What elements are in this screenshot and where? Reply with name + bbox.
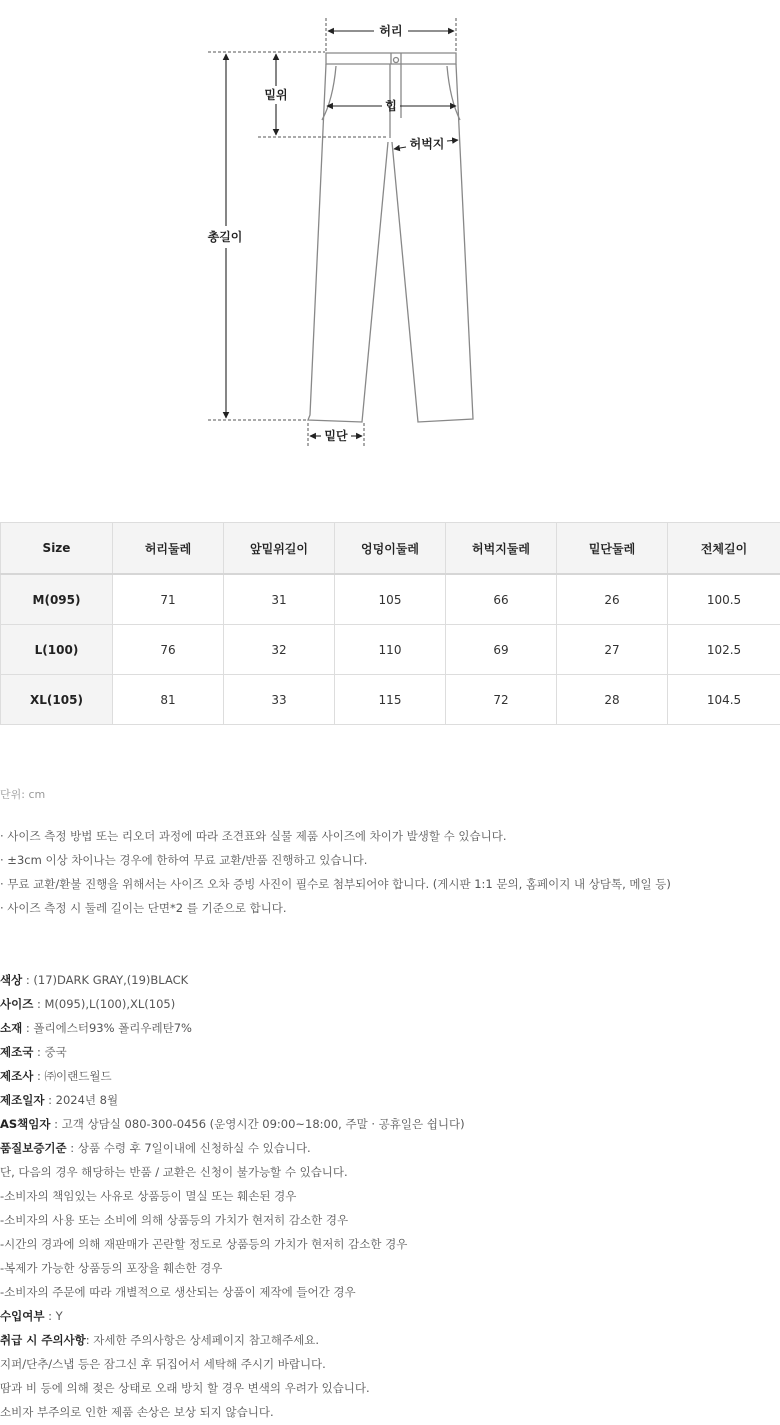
pants-measurement-diagram — [0, 0, 780, 470]
info-line-date: 제조일자 : 2024년 8월 — [0, 1093, 119, 1107]
info-line-care-detail: 소비자 부주의로 인한 제품 손상은 보상 되지 않습니다. — [0, 1405, 274, 1419]
waist-label: 허리 — [379, 24, 403, 38]
info-line-care: 취급 시 주의사항: 자세한 주의사항은 상세페이지 참고해주세요. — [0, 1333, 320, 1347]
header-waist: 허리둘레 — [113, 523, 224, 575]
table-row — [1, 574, 780, 625]
size-table-header-row — [1, 523, 780, 575]
value-cell: 27 — [557, 625, 668, 675]
header-size: Size — [1, 523, 113, 575]
table-row — [1, 625, 780, 675]
value-cell: 33 — [224, 675, 335, 725]
value-cell: 71 — [113, 574, 224, 625]
value-cell: 81 — [113, 675, 224, 725]
info-line-care-detail: 땀과 비 등에 의해 젖은 상태로 오래 방치 할 경우 변색의 우려가 있습니다. — [0, 1381, 370, 1395]
info-line-size: 사이즈 : M(095),L(100),XL(105) — [0, 997, 176, 1011]
size-cell: M(095) — [1, 574, 113, 625]
info-line-exception: -시간의 경과에 의해 재판매가 곤란할 정도로 상품등의 가치가 현저히 감소한 경우 — [0, 1237, 408, 1251]
info-line-material: 소재 : 폴리에스터93% 폴리우레탄7% — [0, 1021, 192, 1035]
info-line-exception: -소비자의 책임있는 사유로 상품등이 멸실 또는 훼손된 경우 — [0, 1189, 297, 1203]
info-line-exception: -소비자의 주문에 따라 개별적으로 생산되는 상품이 제작에 들어간 경우 — [0, 1285, 356, 1299]
info-line-as: AS책임자 : 고객 상담실 080-300-0456 (운영시간 09:00~18:00, 주말 · 공휴일은 쉽니다) — [0, 1117, 465, 1131]
value-cell: 66 — [446, 574, 557, 625]
info-line-warranty: 품질보증기준 : 상품 수령 후 7일이내에 신청하실 수 있습니다. — [0, 1141, 311, 1155]
value-cell: 72 — [446, 675, 557, 725]
list-item: · 사이즈 측정 방법 또는 리오더 과정에 따라 조견표와 실물 제품 사이즈에 차이가 발생할 수 있습니다. — [0, 829, 507, 843]
total-length-label: 총길이 — [207, 230, 243, 244]
value-cell: 104.5 — [668, 675, 780, 725]
measurement-arrows — [226, 31, 458, 436]
value-cell: 32 — [224, 625, 335, 675]
size-cell: L(100) — [1, 625, 113, 675]
value-cell: 100.5 — [668, 574, 780, 625]
value-cell: 115 — [335, 675, 446, 725]
value-cell: 110 — [335, 625, 446, 675]
thigh-label: 허벅지 — [409, 137, 445, 151]
info-line-country: 제조국 : 중국 — [0, 1045, 67, 1059]
info-line-manufacturer: 제조사 : ㈜이랜드월드 — [0, 1069, 112, 1083]
header-total-length: 전체길이 — [668, 523, 780, 575]
header-hem: 밑단둘레 — [557, 523, 668, 575]
value-cell: 105 — [335, 574, 446, 625]
unit-note: 단위: cm — [0, 788, 46, 801]
info-line-care-detail: 지퍼/단추/스냅 등은 잠그신 후 뒤집어서 세탁해 주시기 바랍니다. — [0, 1357, 326, 1371]
value-cell: 28 — [557, 675, 668, 725]
table-row — [1, 675, 780, 725]
product-info — [0, 968, 780, 1424]
size-notes — [0, 824, 671, 920]
info-line-exception: -복제가 가능한 상품등의 포장을 훼손한 경우 — [0, 1261, 223, 1275]
value-cell: 31 — [224, 574, 335, 625]
value-cell: 76 — [113, 625, 224, 675]
info-line-import: 수입여부 : Y — [0, 1309, 63, 1323]
list-item: · 사이즈 측정 시 둘레 길이는 단면*2 를 기준으로 합니다. — [0, 901, 287, 915]
value-cell: 102.5 — [668, 625, 780, 675]
info-line-color: 색상 : (17)DARK GRAY,(19)BLACK — [0, 973, 189, 987]
list-item: · ±3cm 이상 차이나는 경우에 한하여 무료 교환/반품 진행하고 있습니다. — [0, 853, 368, 867]
list-item: · 무료 교환/환불 진행을 위해서는 사이즈 오차 증빙 사진이 필수로 첨부되어야 합니다. (게시판 1:1 문의, 홈페이지 내 상담톡, 메일 등) — [0, 877, 671, 891]
hip-label: 힙 — [385, 99, 397, 113]
header-thigh: 허벅지둘레 — [446, 523, 557, 575]
hem-label: 밑단 — [324, 429, 348, 443]
size-cell: XL(105) — [1, 675, 113, 725]
measurement-guides — [208, 18, 456, 447]
size-table — [0, 522, 780, 725]
header-front-rise: 앞밑위길이 — [224, 523, 335, 575]
value-cell: 69 — [446, 625, 557, 675]
info-line-exception: 단, 다음의 경우 해당하는 반품 / 교환은 신청이 불가능할 수 있습니다. — [0, 1165, 348, 1179]
info-line-exception: -소비자의 사용 또는 소비에 의해 상품등의 가치가 현저히 감소한 경우 — [0, 1213, 349, 1227]
header-hip: 엉덩이둘레 — [335, 523, 446, 575]
value-cell: 26 — [557, 574, 668, 625]
rise-label: 밑위 — [264, 88, 288, 102]
